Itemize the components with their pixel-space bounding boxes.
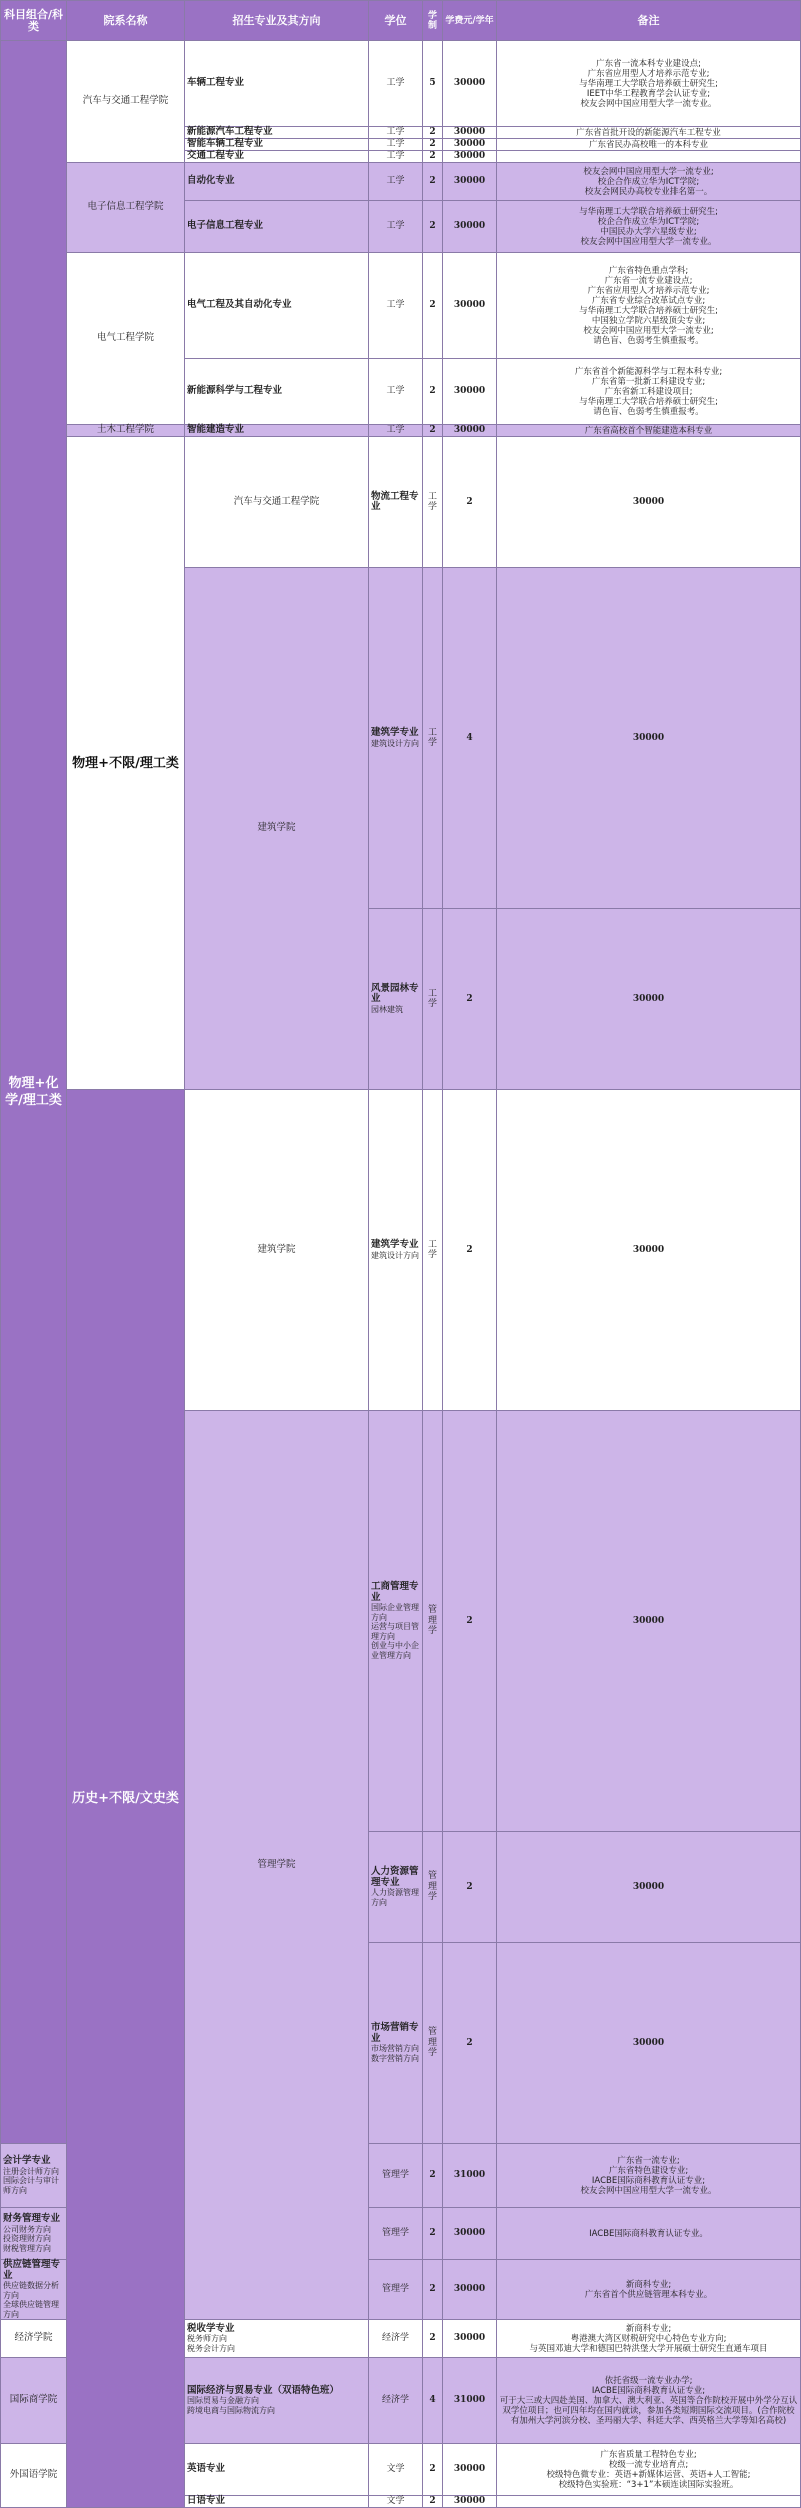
major-direction: 人力资源管理方向 <box>371 1888 419 1907</box>
note-cell <box>497 253 801 359</box>
years-cell: 2 <box>423 127 443 139</box>
college-cell: 建筑学院 <box>185 568 369 1090</box>
note-cell <box>497 127 801 139</box>
years-cell: 4 <box>423 2358 443 2444</box>
note-line: IACBE国际商科教育认证专业; <box>591 2385 706 2396</box>
major-name: 会计学专业 <box>3 2155 51 2166</box>
years-cell: 2 <box>423 253 443 359</box>
table-row <box>1 253 801 359</box>
college-cell: 管理学院 <box>185 1411 369 2320</box>
major-direction: 建筑设计方向 <box>371 1250 419 1260</box>
years-cell: 2 <box>423 2444 443 2496</box>
degree-cell: 工学 <box>423 909 443 1090</box>
major-cell <box>369 1943 423 2144</box>
major-name: 新能源科学与工程专业 <box>187 385 283 397</box>
table-row <box>1 163 801 201</box>
major-name: 物流工程专业 <box>371 490 419 512</box>
years-cell: 2 <box>423 2320 443 2358</box>
major-cell <box>185 425 369 437</box>
major-direction: 财税管理方向 <box>3 2243 51 2253</box>
major-direction: 国际企业管理方向 <box>371 1603 419 1622</box>
years-cell: 2 <box>423 359 443 425</box>
years-cell: 2 <box>423 2496 443 2508</box>
major-direction: 跨境电商与国际物流方向 <box>187 2405 275 2415</box>
note-cell <box>497 41 801 127</box>
fee-cell: 30000 <box>443 201 497 253</box>
note-line: 广东省首批开设的新能源汽车工程专业 <box>576 127 721 138</box>
note-line: 可于大三或大四赴美国、加拿大、澳大利亚、英国等合作院校开展中外学分互认双学位项目；也可四年均在国内就读，参加各类短期国际交流项目。(合作院校有加州大学河滨分校、圣玛丽大学、科廷大学、西英格兰大学等知名高校) <box>499 2395 798 2426</box>
major-name: 财务管理专业 <box>3 2213 61 2224</box>
fee-cell: 30000 <box>443 2496 497 2508</box>
major-name: 电气工程及其自动化专业 <box>187 299 292 311</box>
fee-cell: 31000 <box>443 2358 497 2444</box>
degree-cell: 工学 <box>369 201 423 253</box>
table-row <box>1 437 801 568</box>
years-cell: 2 <box>423 163 443 201</box>
degree-cell: 工学 <box>369 425 423 437</box>
years-cell: 2 <box>443 1832 497 1943</box>
fee-cell: 31000 <box>443 2144 497 2208</box>
note-line: 校友会网中国应用型大学一流专业; <box>583 166 714 177</box>
note-line: 广东省一流专业; <box>617 2155 680 2166</box>
years-cell: 2 <box>423 2260 443 2320</box>
header-fee: 学费元/学年 <box>443 1 497 41</box>
major-name: 建筑学专业 <box>371 1239 419 1250</box>
degree-cell: 经济学 <box>369 2358 423 2444</box>
degree-cell: 工学 <box>369 139 423 151</box>
degree-cell: 工学 <box>423 1090 443 1411</box>
note-line: 广东省应用型人才培养示范专业; <box>587 285 710 296</box>
header-degree: 学位 <box>369 1 423 41</box>
note-line: 广东省特色建设专业; <box>608 2165 689 2176</box>
note-line: 与华南理工大学联合培养硕士研究生; <box>579 396 718 407</box>
major-name: 供应链管理专业 <box>3 2259 61 2281</box>
years-cell: 2 <box>443 1943 497 2144</box>
years-cell: 2 <box>423 2144 443 2208</box>
major-name: 交通工程专业 <box>187 150 245 162</box>
degree-cell: 管理学 <box>369 2144 423 2208</box>
fee-cell: 30000 <box>497 1090 801 1411</box>
degree-cell: 工学 <box>423 437 443 568</box>
college-cell: 土木工程学院 <box>67 425 185 437</box>
note-cell <box>497 425 801 437</box>
major-direction: 税务会计方向 <box>187 2343 235 2353</box>
note-line: 校友会网中国应用型大学一流专业。 <box>580 98 717 109</box>
major-name: 风景园林专业 <box>371 982 419 1005</box>
note-cell <box>497 2144 801 2208</box>
years-cell: 2 <box>443 437 497 568</box>
subject-group-cell: 物理+化学/理工类 <box>1 41 67 2144</box>
note-line: 与华南理工大学联合培养硕士研究生; <box>579 305 718 316</box>
years-cell: 2 <box>443 1411 497 1832</box>
note-line: 中国民办大学六星级专业; <box>600 226 697 237</box>
college-cell: 经济学院 <box>1 2320 67 2358</box>
header-college: 院系名称 <box>67 1 185 41</box>
fee-cell: 30000 <box>443 425 497 437</box>
major-cell <box>185 127 369 139</box>
degree-cell: 管理学 <box>423 1832 443 1943</box>
major-cell <box>369 1411 423 1832</box>
major-name: 智能车辆工程专业 <box>187 138 264 150</box>
major-name: 国际经济与贸易专业（双语特色班） <box>187 2384 340 2396</box>
note-line: 与华南理工大学联合培养硕士研究生; <box>579 206 718 217</box>
degree-cell: 工学 <box>369 151 423 163</box>
subject-group-cell: 物理+不限/理工类 <box>67 437 185 1090</box>
note-line: IEET中华工程教育学会认证专业; <box>586 88 711 99</box>
years-cell: 2 <box>423 139 443 151</box>
years-cell: 2 <box>423 201 443 253</box>
degree-cell: 文学 <box>369 2444 423 2496</box>
note-line: 广东省高校首个智能建造本科专业 <box>584 425 713 436</box>
degree-cell: 管理学 <box>369 2260 423 2320</box>
major-direction: 全球供应链管理方向 <box>3 2300 59 2319</box>
major-direction: 公司财务方向 <box>3 2224 51 2234</box>
college-cell: 建筑学院 <box>185 1090 369 1411</box>
degree-cell: 工学 <box>369 41 423 127</box>
note-line: 广东省首个新能源科学与工程本科专业; <box>574 366 723 377</box>
note-line: IACBE国际商科教育认证专业。 <box>589 2228 708 2239</box>
major-name: 车辆工程专业 <box>187 77 245 89</box>
note-cell <box>497 2208 801 2260</box>
note-line: 校级特色微专业：英语+新媒体运营、英语+人工智能; <box>546 2469 751 2480</box>
note-line: 校企合作成立华为ICT学院; <box>597 176 700 187</box>
note-line: 与英国邓迪大学和德国巴特洪堡大学开展硕士研究生直通车项目 <box>529 2343 768 2354</box>
years-cell: 2 <box>423 425 443 437</box>
major-direction: 数字营销方向 <box>371 2053 419 2063</box>
note-line: 广东省第一批新工科建设专业; <box>591 376 706 387</box>
degree-cell: 工学 <box>369 127 423 139</box>
note-cell <box>497 163 801 201</box>
note-line: 广东省专业综合改革试点专业; <box>591 295 706 306</box>
college-cell: 外国语学院 <box>1 2444 67 2508</box>
fee-cell: 30000 <box>497 568 801 909</box>
major-cell <box>369 437 423 568</box>
college-cell: 电子信息工程学院 <box>67 163 185 253</box>
college-cell: 国际商学院 <box>1 2358 67 2444</box>
fee-cell: 30000 <box>497 437 801 568</box>
fee-cell: 30000 <box>497 1411 801 1832</box>
note-cell <box>497 2496 801 2508</box>
note-line: 广东省一流专业建设点; <box>604 275 693 286</box>
fee-cell: 30000 <box>443 127 497 139</box>
fee-cell: 30000 <box>443 2320 497 2358</box>
major-name: 市场营销专业 <box>371 2022 419 2044</box>
header-row <box>1 1 801 41</box>
major-cell <box>369 909 423 1090</box>
major-name: 电子信息工程专业 <box>187 220 264 232</box>
note-line: 广东省民办高校唯一的本科专业 <box>588 139 708 150</box>
major-name: 人力资源管理专业 <box>371 1866 419 1888</box>
years-cell: 2 <box>423 151 443 163</box>
major-cell <box>369 568 423 909</box>
subject-group-cell: 历史+不限/文史类 <box>67 1090 185 2508</box>
major-direction: 供应链数据分析方向 <box>3 2281 59 2300</box>
degree-cell: 工学 <box>369 359 423 425</box>
major-name: 智能建造专业 <box>187 424 245 436</box>
degree-cell: 工学 <box>369 253 423 359</box>
note-line: 校友会网中国应用型大学一流专业。 <box>580 2185 717 2196</box>
note-cell <box>497 2320 801 2358</box>
major-direction: 建筑设计方向 <box>371 738 419 748</box>
major-direction: 国际贸易与金融方向 <box>187 2396 259 2406</box>
degree-cell: 工学 <box>423 568 443 909</box>
degree-cell: 经济学 <box>369 2320 423 2358</box>
major-name: 税收学专业 <box>187 2322 235 2334</box>
major-direction: 运营与项目管理方向 <box>371 1622 419 1641</box>
years-cell: 2 <box>443 909 497 1090</box>
college-cell: 汽车与交通工程学院 <box>185 437 369 568</box>
major-cell <box>185 2358 369 2444</box>
note-line: 请色盲、色弱考生慎重报考。 <box>593 335 704 346</box>
major-cell <box>185 2320 369 2358</box>
major-cell <box>369 1832 423 1943</box>
major-cell <box>185 253 369 359</box>
note-line: 校级特色实验班：“3+1”本硕连读国际实验班。 <box>558 2479 739 2490</box>
major-name: 新能源汽车工程专业 <box>187 126 273 138</box>
table-row <box>1 1090 801 1411</box>
major-direction: 市场营销方向 <box>371 2044 419 2053</box>
note-cell <box>497 201 801 253</box>
note-cell <box>497 2444 801 2496</box>
note-line: 请色盲、色弱考生慎重报考。 <box>593 406 704 417</box>
note-line: 校企合作成立华为ICT学院; <box>597 216 700 227</box>
fee-cell: 30000 <box>443 359 497 425</box>
years-cell: 5 <box>423 41 443 127</box>
major-name: 建筑学专业 <box>371 727 419 738</box>
fee-cell: 30000 <box>443 2260 497 2320</box>
major-direction: 投资理财方向 <box>3 2234 51 2243</box>
note-line: 与华南理工大学联合培养硕士研究生; <box>579 78 718 89</box>
major-cell <box>1 2144 67 2208</box>
note-line: 校友会网中国应用型大学一流专业。 <box>580 236 717 247</box>
note-line: 广东省新工科建设项目; <box>604 386 693 397</box>
years-cell: 2 <box>443 1090 497 1411</box>
header-major: 招生专业及其方向 <box>185 1 369 41</box>
fee-cell: 30000 <box>443 2444 497 2496</box>
major-name: 日语专业 <box>187 2495 226 2507</box>
note-line: 广东省一流本科专业建设点; <box>596 58 701 69</box>
fee-cell: 30000 <box>443 41 497 127</box>
major-cell <box>1 2208 67 2260</box>
fee-cell: 30000 <box>443 139 497 151</box>
fee-cell: 30000 <box>497 1832 801 1943</box>
note-line: 校友会网民办高校专业排名第一。 <box>584 186 713 197</box>
major-cell <box>185 2496 369 2508</box>
years-cell: 2 <box>423 2208 443 2260</box>
major-cell <box>185 151 369 163</box>
note-cell <box>497 359 801 425</box>
major-name: 自动化专业 <box>187 175 235 187</box>
note-line: 广东省应用型人才培养示范专业; <box>587 68 710 79</box>
note-line: 粤港澳大湾区财税研究中心特色专业方向; <box>570 2333 727 2344</box>
header-note: 备注 <box>497 1 801 41</box>
degree-cell: 管理学 <box>423 1411 443 1832</box>
major-cell <box>185 163 369 201</box>
degree-cell: 管理学 <box>423 1943 443 2144</box>
degree-cell: 文学 <box>369 2496 423 2508</box>
note-line: 新商科专业; <box>625 2279 672 2290</box>
note-cell <box>497 151 801 163</box>
note-line: 校友会网中国应用型大学一流专业; <box>583 325 714 336</box>
major-cell <box>185 139 369 151</box>
header-years: 学制 <box>423 1 443 41</box>
note-line: IACBE国际商科教育认证专业; <box>591 2175 706 2186</box>
years-cell: 4 <box>443 568 497 909</box>
note-cell <box>497 2358 801 2444</box>
note-line: 广东省特色重点学科; <box>608 265 689 276</box>
fee-cell: 30000 <box>443 151 497 163</box>
note-line: 校级一流专业培育点; <box>608 2459 689 2470</box>
note-line: 广东省质量工程特色专业; <box>600 2449 697 2460</box>
table-row <box>1 425 801 437</box>
major-cell <box>185 359 369 425</box>
fee-cell: 30000 <box>443 163 497 201</box>
major-direction: 创业与中小企业管理方向 <box>371 1641 419 1660</box>
fee-cell: 30000 <box>497 909 801 1090</box>
major-direction: 注册会计师方向 <box>3 2166 59 2176</box>
major-cell <box>185 41 369 127</box>
college-cell: 汽车与交通工程学院 <box>67 41 185 163</box>
major-name: 英语专业 <box>187 2463 226 2475</box>
major-cell <box>185 2444 369 2496</box>
note-line: 新商科专业; <box>625 2323 672 2334</box>
header-group: 科目组合/科类 <box>1 1 67 41</box>
table-body <box>1 41 801 2508</box>
note-cell <box>497 2260 801 2320</box>
major-direction: 国际会计与审计师方向 <box>3 2176 59 2195</box>
degree-cell: 管理学 <box>369 2208 423 2260</box>
note-line: 中国独立学院六星级顶尖专业; <box>591 315 706 326</box>
fee-cell: 30000 <box>443 253 497 359</box>
major-direction: 园林建筑 <box>371 1004 403 1014</box>
fee-cell: 30000 <box>497 1943 801 2144</box>
major-cell <box>369 1090 423 1411</box>
college-cell: 电气工程学院 <box>67 253 185 425</box>
fee-cell: 30000 <box>443 2208 497 2260</box>
note-line: 广东省首个供应链管理本科专业。 <box>584 2289 713 2300</box>
table-row <box>1 41 801 127</box>
note-cell <box>497 139 801 151</box>
major-direction: 税务师方向 <box>187 2334 227 2344</box>
degree-cell: 工学 <box>369 163 423 201</box>
major-cell <box>185 201 369 253</box>
major-name: 工商管理专业 <box>371 1581 419 1603</box>
major-cell <box>1 2260 67 2320</box>
note-line: 依托省级一流专业办学; <box>604 2375 693 2386</box>
